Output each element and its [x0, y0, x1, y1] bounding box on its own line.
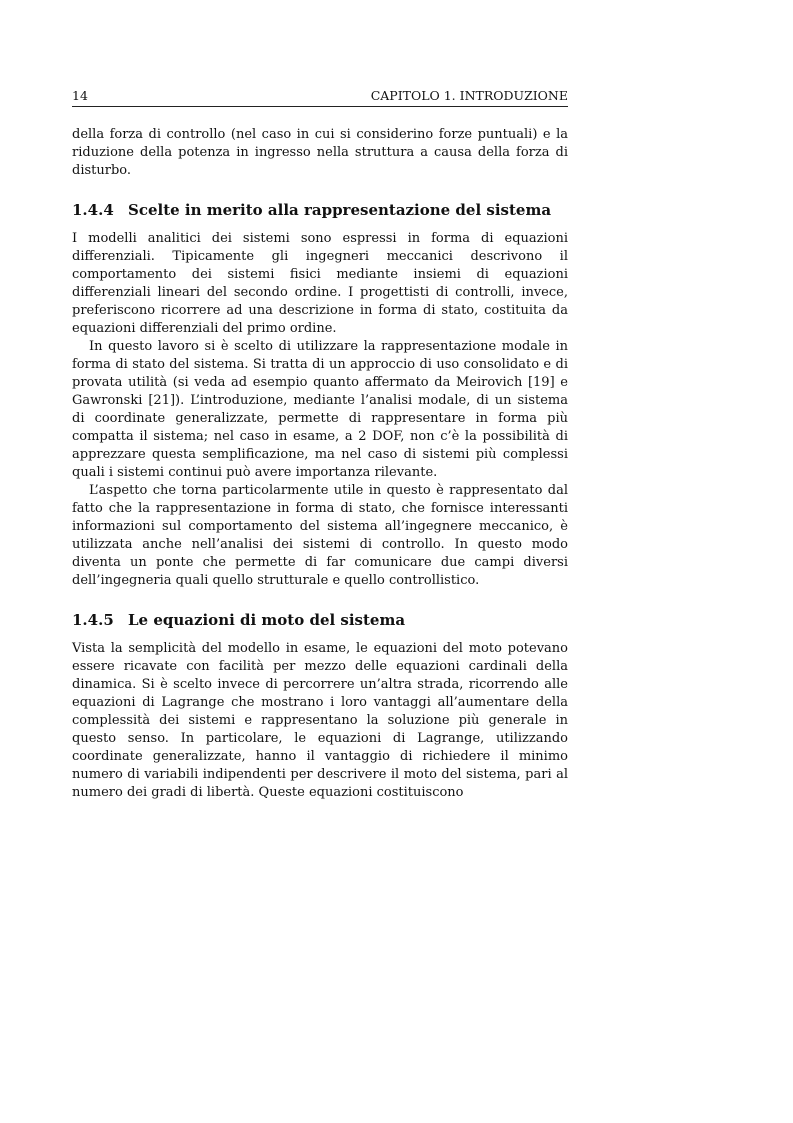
section-heading [72, 610, 568, 630]
page-number: 14 [72, 88, 88, 103]
intro-paragraph: della forza di controllo (nel caso in cui si considerino forze puntuali) e la riduzione della potenza in ingresso nella struttura a causa della forza di disturbo. [72, 127, 568, 178]
section-heading [72, 200, 568, 220]
paragraph: Vista la semplicità del modello in esame, le equazioni del moto potevano essere ricavate con facilità per mezzo delle equazioni cardinali della dinamica. Si è scelto invece di percorrere un’altra strada, ricorrendo alle equazioni di Lagrange che mostrano i loro vantaggi all’aumentare della complessità dei sistemi e rappresentano la soluzione più generale in questo senso. In particolare, le equazioni di Lagrange, utilizzando coordinate generalizzate, hanno il vantaggio di richiedere il minimo numero di variabili indipendenti per descrivere il moto del sistema, pari al numero dei gradi di libertà. Queste equazioni costituiscono [72, 641, 568, 800]
paragraph: I modelli analitici dei sistemi sono espressi in forma di equazioni differenziali. Tipicamente gli ingegneri meccanici descrivono il comportamento dei sistemi fisici mediante insiemi di equazioni differenziali lineari del secondo ordine. I progettisti di controlli, invece, preferiscono ricorrere ad una descrizione in forma di stato, costituita da equazioni differenziali del primo ordine. [72, 231, 568, 336]
paragraph: L’aspetto che torna particolarmente utile in questo è rappresentato dal fatto che la rappresentazione in forma di stato, che fornisce interessanti informazioni sul comportamento del sistema all’ingegnere meccanico, è utilizzata anche nell’analisi dei sistemi di controllo. In questo modo diventa un ponte che permette di far comunicare due campi diversi dell’ingegneria quali quello strutturale e quello controllistico. [72, 483, 568, 588]
paragraph: In questo lavoro si è scelto di utilizzare la rappresentazione modale in forma di stato del sistema. Si tratta di un approccio di uso consolidato e di provata utilità (si veda ad esempio quanto affermato da Meirovich [19] e Gawronski [21]). L’introduzione, mediante l’analisi modale, di un sistema di coordinate generalizzate, permette di rappresentare in forma più compatta il sistema; nel caso in esame, a 2 DOF, non c’è la possibilità di apprezzare questa semplificazione, ma nel caso di sistemi più complessi quali i sistemi continui può avere importanza rilevante. [72, 339, 568, 480]
section-number: 1.4.5 [72, 611, 114, 629]
section-title: Scelte in merito alla rappresentazione del sistema [128, 201, 552, 219]
section-number: 1.4.4 [72, 201, 114, 219]
running-header [72, 88, 568, 107]
chapter-title: CAPITOLO 1. INTRODUZIONE [370, 88, 568, 103]
section-title: Le equazioni di moto del sistema [128, 611, 406, 629]
body-text [72, 126, 568, 802]
